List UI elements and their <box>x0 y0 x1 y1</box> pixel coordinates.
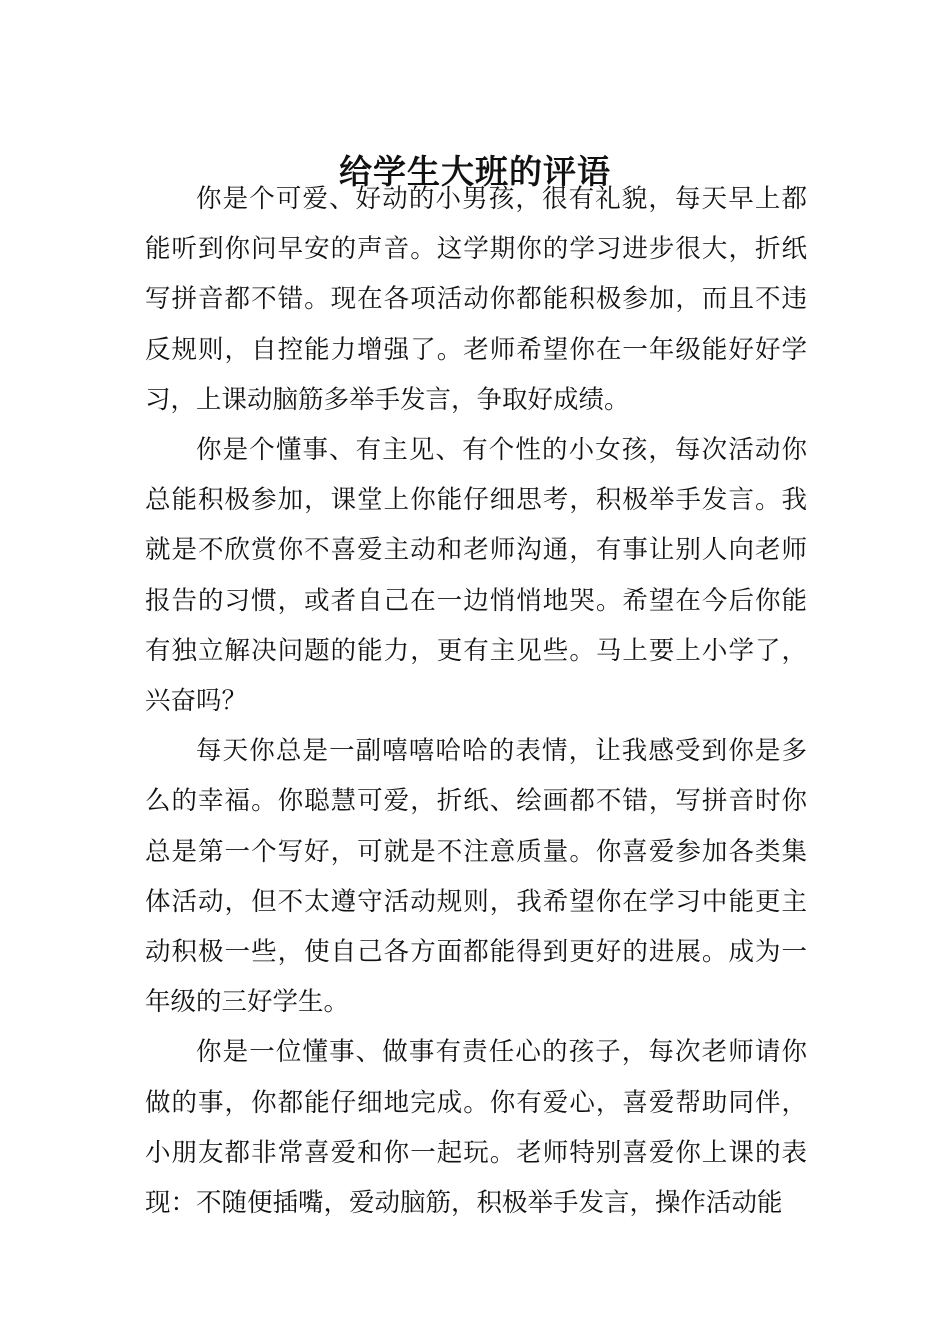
document-body <box>145 174 807 1228</box>
paragraph-4: 你是一位懂事、做事有责任心的孩子，每次老师请你做的事，你都能仔细地完成。你有爱心，喜爱帮助同伴，小朋友都非常喜爱和你一起玩。老师特别喜爱你上课的表现：不随便插嘴，爱动脑筋，积极举手发言，操作活动能 <box>145 1037 807 1219</box>
document-title: 给学生大班的评语 <box>339 152 611 192</box>
paragraph-1: 你是个可爱、好动的小男孩，很有礼貌，每天早上都能听到你问早安的声音。这学期你的学习进步很大，折纸写拼音都不错。现在各项活动你都能积极参加，而且不违反规则，自控能力增强了。老师希望你在一年级能好好学习，上课动脑筋多举手发言，争取好成绩。 <box>145 184 807 415</box>
paragraph-3: 每天你总是一副嘻嘻哈哈的表情，让我感受到你是多么的幸福。你聪慧可爱，折纸、绘画都不错，写拼音时你总是第一个写好，可就是不注意质量。你喜爱参加各类集体活动，但不太遵守活动规则，我希望你在学习中能更主动积极一些，使自己各方面都能得到更好的进展。成为一年级的三好学生。 <box>145 736 807 1018</box>
paragraph-2: 你是个懂事、有主见、有个性的小女孩，每次活动你总能积极参加，课堂上你能仔细思考，积极举手发言。我就是不欣赏你不喜爱主动和老师沟通，有事让别人向老师报告的习惯，或者自己在一边悄悄地哭。希望在今后你能有独立解决问题的能力，更有主见些。马上要上小学了，兴奋吗？ <box>145 435 807 717</box>
